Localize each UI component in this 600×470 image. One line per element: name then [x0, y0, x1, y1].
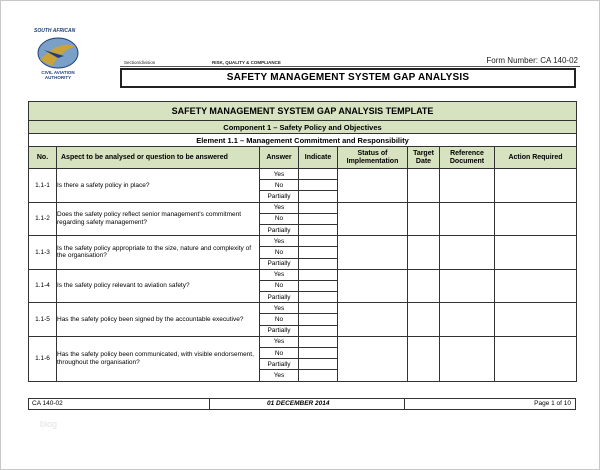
col-header-answer: Answer — [260, 147, 299, 169]
question-number: 1.1-2 — [29, 202, 57, 236]
answer-option: No — [260, 348, 299, 359]
col-header-no: No. — [29, 147, 57, 169]
question-row — [29, 269, 577, 280]
answer-option: No — [260, 213, 299, 224]
target-date-cell[interactable] — [408, 236, 440, 270]
indicate-cell[interactable] — [299, 325, 338, 336]
department-label: RISK, QUALITY & COMPLIANCE — [212, 60, 281, 65]
reference-cell[interactable] — [440, 336, 495, 381]
footer-divider-1 — [209, 399, 210, 409]
status-cell[interactable] — [338, 303, 408, 337]
question-text: Is the safety policy appropriate to the size, nature and complexity of the organisation? — [57, 236, 260, 270]
indicate-cell[interactable] — [299, 280, 338, 291]
section-label: Section/division — [124, 60, 156, 65]
question-number: 1.1-4 — [29, 269, 57, 303]
answer-option: Yes — [260, 303, 299, 314]
status-cell[interactable] — [338, 269, 408, 303]
reference-cell[interactable] — [440, 169, 495, 203]
question-number: 1.1-6 — [29, 336, 57, 381]
action-cell[interactable] — [495, 236, 577, 270]
question-text: Is there a safety policy in place? — [57, 169, 260, 203]
answer-option: Partially — [260, 191, 299, 202]
indicate-cell[interactable] — [299, 359, 338, 370]
question-row — [29, 169, 577, 180]
page-footer — [28, 398, 576, 410]
column-header-row — [29, 147, 577, 169]
reference-cell[interactable] — [440, 202, 495, 236]
reference-cell[interactable] — [440, 236, 495, 270]
action-cell[interactable] — [495, 169, 577, 203]
col-header-reference: Reference Document — [440, 147, 495, 169]
target-date-cell[interactable] — [408, 202, 440, 236]
answer-option: Yes — [260, 169, 299, 180]
question-text: Has the safety policy been communicated, with visible endorsement, throughout the organisation? — [57, 336, 260, 381]
col-header-status: Status of Implementation — [338, 147, 408, 169]
action-cell[interactable] — [495, 336, 577, 381]
question-text: Is the safety policy relevant to aviation safety? — [57, 269, 260, 303]
indicate-cell[interactable] — [299, 236, 338, 247]
reference-cell[interactable] — [440, 303, 495, 337]
answer-option: Yes — [260, 370, 299, 381]
answer-option: Yes — [260, 269, 299, 280]
indicate-cell[interactable] — [299, 269, 338, 280]
status-cell[interactable] — [338, 236, 408, 270]
answer-option: No — [260, 280, 299, 291]
question-number: 1.1-5 — [29, 303, 57, 337]
action-cell[interactable] — [495, 303, 577, 337]
answer-option: No — [260, 180, 299, 191]
col-header-aspect: Aspect to be analysed or question to be answered — [57, 147, 260, 169]
gap-analysis-table — [28, 101, 577, 382]
question-text: Has the safety policy been signed by the accountable executive? — [57, 303, 260, 337]
indicate-cell[interactable] — [299, 314, 338, 325]
logo-text-top: SOUTH AFRICAN — [34, 28, 76, 34]
footer-divider-2 — [404, 399, 405, 409]
template-title: SAFETY MANAGEMENT SYSTEM GAP ANALYSIS TEMPLATE — [29, 102, 577, 121]
answer-option: Partially — [260, 359, 299, 370]
indicate-cell[interactable] — [299, 202, 338, 213]
component-title: Component 1 – Safety Policy and Objectives — [29, 121, 577, 134]
element-title: Element 1.1 – Management Commitment and Responsibility — [29, 134, 577, 147]
target-date-cell[interactable] — [408, 336, 440, 381]
indicate-cell[interactable] — [299, 180, 338, 191]
answer-option: Partially — [260, 258, 299, 269]
answer-option: Partially — [260, 224, 299, 235]
indicate-cell[interactable] — [299, 258, 338, 269]
reference-cell[interactable] — [440, 269, 495, 303]
caa-logo — [28, 28, 88, 90]
indicate-cell[interactable] — [299, 224, 338, 235]
status-cell[interactable] — [338, 169, 408, 203]
status-cell[interactable] — [338, 202, 408, 236]
indicate-cell[interactable] — [299, 292, 338, 303]
question-number: 1.1-3 — [29, 236, 57, 270]
answer-option: Yes — [260, 236, 299, 247]
logo-line-civil: CIVIL AVIATION — [41, 70, 75, 75]
question-row — [29, 202, 577, 213]
logo-emblem-icon — [34, 36, 82, 70]
question-text: Does the safety policy reflect senior management's commitment regarding safety management? — [57, 202, 260, 236]
footer-date: 01 DECEMBER 2014 — [267, 400, 330, 407]
question-number: 1.1-1 — [29, 169, 57, 203]
indicate-cell[interactable] — [299, 191, 338, 202]
target-date-cell[interactable] — [408, 303, 440, 337]
indicate-cell[interactable] — [299, 247, 338, 258]
answer-option: No — [260, 314, 299, 325]
answer-option: Partially — [260, 325, 299, 336]
indicate-cell[interactable] — [299, 213, 338, 224]
logo-text-bottom — [38, 70, 78, 80]
target-date-cell[interactable] — [408, 269, 440, 303]
target-date-cell[interactable] — [408, 169, 440, 203]
indicate-cell[interactable] — [299, 169, 338, 180]
answer-option: Yes — [260, 202, 299, 213]
question-row — [29, 303, 577, 314]
indicate-cell[interactable] — [299, 370, 338, 381]
form-number: Form Number: CA 140-02 — [486, 56, 578, 65]
col-header-indicate: Indicate — [299, 147, 338, 169]
answer-option: Yes — [260, 336, 299, 347]
action-cell[interactable] — [495, 202, 577, 236]
col-header-action: Action Required — [495, 147, 577, 169]
footer-form-number: CA 140-02 — [32, 400, 63, 407]
indicate-cell[interactable] — [299, 336, 338, 347]
logo-line-authority: AUTHORITY — [44, 75, 72, 81]
status-cell[interactable] — [338, 336, 408, 381]
indicate-cell[interactable] — [299, 303, 338, 314]
action-cell[interactable] — [495, 269, 577, 303]
indicate-cell[interactable] — [299, 348, 338, 359]
question-row — [29, 236, 577, 247]
answer-option: Partially — [260, 292, 299, 303]
document-title: SAFETY MANAGEMENT SYSTEM GAP ANALYSIS — [120, 68, 576, 88]
question-row — [29, 336, 577, 347]
header-divider — [120, 66, 580, 67]
footer-page: Page 1 of 10 — [534, 400, 571, 407]
col-header-target-date: Target Date — [408, 147, 440, 169]
watermark: blog — [40, 419, 58, 429]
answer-option: No — [260, 247, 299, 258]
